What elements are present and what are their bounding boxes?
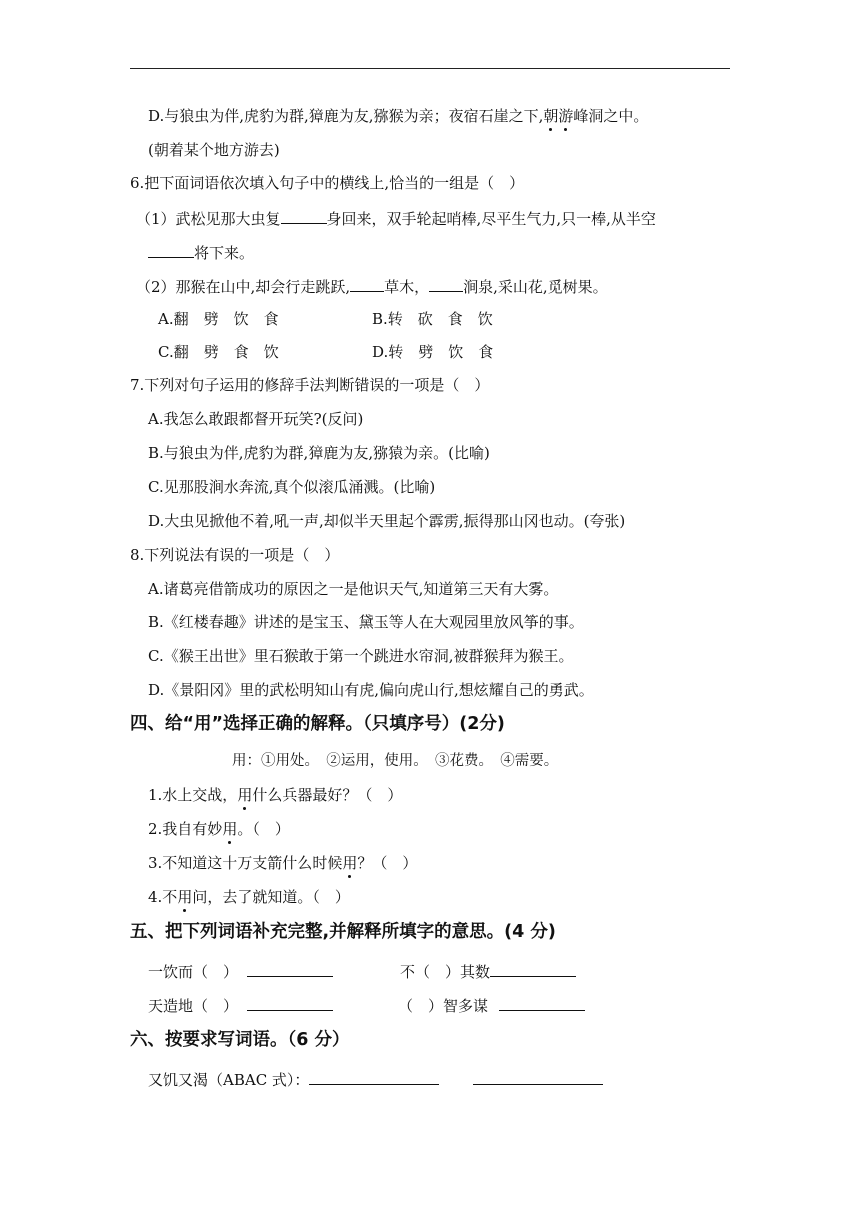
q6-s2-part-c: 涧泉,采山花,觅树果。: [463, 278, 608, 296]
q6-sentence-1-cont: [148, 241, 254, 263]
q8-option-c: C.《猴王出世》里石猴敢于第一个跳进水帘洞,被群猴拜为猴王。: [148, 647, 574, 665]
idiom-4: （ ）智多谋: [398, 997, 489, 1015]
answer-blank[interactable]: [247, 994, 333, 1011]
q6-s1-part-b: 身回来，双手轮起哨棒,尽平生气力,只一棒,从半空: [326, 210, 656, 228]
q6-option-c: C.翻 劈 食 饮: [158, 343, 279, 361]
q8-stem: 8.下列说法有误的一项是（ ）: [130, 546, 340, 564]
q6-s1-part-c: 将下来。: [194, 244, 255, 262]
q7-stem: 7.下列对句子运用的修辞手法判断错误的一项是（ ）: [130, 376, 490, 394]
idiom-3: 天造地（ ）: [148, 997, 239, 1015]
q6-option-b: B.转 砍 食 饮: [372, 310, 493, 328]
section-4-item-2: [148, 819, 290, 839]
dotted-char: 用: [222, 820, 238, 838]
item-text: 1.水上交战，: [148, 786, 238, 804]
q8-option-a: A.诸葛亮借箭成功的原因之一是他识天气,知道第三天有大雾。: [148, 580, 559, 598]
section-4-item-3: [148, 853, 417, 873]
q6-option-d: D.转 劈 饮 食: [372, 343, 494, 361]
answer-blank[interactable]: [490, 960, 576, 977]
answer-blank[interactable]: [473, 1068, 603, 1085]
q7-option-b: B.与狼虫为伴,虎豹为群,獐鹿为友,猕猿为亲。(比喻): [148, 444, 490, 462]
idiom-1: 一饮而（ ）: [148, 963, 239, 981]
q6-sentence-1: [136, 207, 656, 229]
q6-option-a: A.翻 劈 饮 食: [158, 310, 279, 328]
section-6-row-1: [148, 1068, 603, 1090]
header-rule: [130, 68, 730, 69]
section-5-row-2-right: [398, 994, 585, 1016]
dotted-char: 用: [237, 786, 253, 804]
dotted-char: 游: [558, 107, 574, 125]
q5-option-d-text-end: 峰洞之中。: [573, 107, 649, 125]
idiom-2: 不（ ）其数: [400, 963, 491, 981]
item-text-end: 问，去了就知道。（ ）: [192, 888, 350, 906]
q8-option-b: B.《红楼春趣》讲述的是宝玉、黛玉等人在大观园里放风筝的事。: [148, 613, 584, 631]
word-requirement: 又饥又渴（ABAC 式）：: [148, 1071, 310, 1089]
fill-blank[interactable]: [148, 241, 194, 258]
answer-blank[interactable]: [309, 1068, 439, 1085]
section-4-title: 四、给“用”选择正确的解释。（只填序号）(2分): [130, 714, 505, 734]
fill-blank[interactable]: [429, 275, 463, 292]
item-text: 3.不知道这十万支箭什么时候: [148, 854, 343, 872]
dotted-char: 用: [342, 854, 358, 872]
item-text: 2.我自有妙: [148, 820, 223, 838]
q6-s2-part-a: （2）那猴在山中,却会行走跳跃,: [136, 278, 351, 296]
q5-option-d-note: (朝着某个地方游去): [148, 141, 280, 159]
section-5-row-1-right: [400, 960, 576, 982]
item-text-end: 。（ ）: [237, 820, 290, 838]
dotted-char: 用: [177, 888, 193, 906]
section-5-row-1: [148, 960, 333, 982]
section-6-title: 六、按要求写词语。（6 分）: [130, 1030, 350, 1050]
section-5-title: 五、把下列词语补充完整,并解释所填字的意思。(4 分): [130, 922, 556, 942]
answer-blank[interactable]: [499, 994, 585, 1011]
q6-sentence-2: [136, 275, 608, 297]
q7-option-d: D.大虫见掀他不着,吼一声,却似半天里起个霹雳,振得那山冈也动。(夸张): [148, 512, 626, 530]
q6-s1-part-a: （1）武松见那大虫复: [136, 210, 281, 228]
section-4-item-1: [148, 785, 402, 805]
q5-option-d: [148, 106, 648, 126]
q7-option-c: C.见那股涧水奔流,真个似滚瓜涌溅。(比喻): [148, 478, 436, 496]
dotted-char: 朝: [543, 107, 559, 125]
section-4-item-4: [148, 887, 350, 907]
q6-stem: 6.把下面词语依次填入句子中的横线上,恰当的一组是（ ）: [130, 174, 525, 192]
item-text-end: ？（ ）: [357, 854, 418, 872]
section-5-row-2: [148, 994, 333, 1016]
q8-option-d: D.《景阳冈》里的武松明知山有虎,偏向虎山行,想炫耀自己的勇武。: [148, 681, 594, 699]
item-text: 4.不: [148, 888, 178, 906]
q6-s2-part-b: 草木，: [384, 278, 430, 296]
q5-option-d-text: D.与狼虫为伴,虎豹为群,獐鹿为友,猕猴为亲；夜宿石崖之下,: [148, 107, 544, 125]
fill-blank[interactable]: [281, 207, 327, 224]
answer-blank[interactable]: [247, 960, 333, 977]
fill-blank[interactable]: [350, 275, 384, 292]
q7-option-a: A.我怎么敢跟都督开玩笑?(反问): [148, 410, 364, 428]
section-4-definitions: 用：①用处。 ②运用，使用。 ③花费。 ④需要。: [232, 753, 559, 769]
item-text-end: 什么兵器最好？（ ）: [252, 786, 403, 804]
